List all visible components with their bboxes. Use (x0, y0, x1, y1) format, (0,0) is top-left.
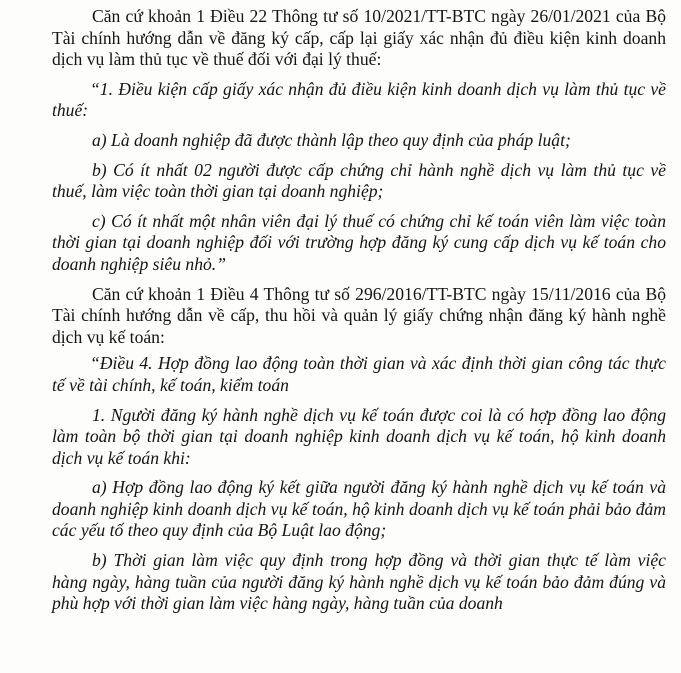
quote-article-4-clause-1: 1. Người đăng ký hành nghề dịch vụ kế toán được coi là có hợp đồng lao động làm toàn bộ thời gian tại doanh nghiệp kinh doanh dịch vụ kế toán, hộ kinh doanh dịch vụ kế toán khi: (52, 404, 666, 468)
quote-condition-a: a) Là doanh nghiệp đã được thành lập theo quy định của pháp luật; (92, 129, 571, 150)
quote-article-4-heading: “Điều 4. Hợp đồng lao động toàn thời gian và xác định thời gian công tác thực tế về tài chính, kế toán, kiểm toán (52, 353, 666, 395)
paragraph-legal-basis-circular-296: Căn cứ khoản 1 Điều 4 Thông tư số 296/2016/TT-BTC ngày 15/11/2016 của Bộ Tài chính hướng dẫn về cấp, thu hồi và quản lý giấy chứng nhận đăng ký hành nghề dịch vụ kế toán: (52, 283, 666, 347)
quote-article-4-point-a: a) Hợp đồng lao động ký kết giữa người đăng ký hành nghề dịch vụ kế toán và doanh nghiệp kinh doanh dịch vụ kế toán, hộ kinh doanh dịch vụ kế toán phải bảo đảm các yếu tố theo quy định của Bộ Luật lao động; (52, 477, 666, 541)
quote-condition-c: c) Có ít nhất một nhân viên đại lý thuế có chứng chỉ kế toán viên làm việc toàn thời gian tại doanh nghiệp đối với trường hợp đăng ký cung cấp dịch vụ kế toán cho doanh nghiệp siêu nhỏ.” (52, 210, 666, 274)
document-body (52, 6, 666, 615)
quote-condition-b: b) Có ít nhất 02 người được cấp chứng chỉ hành nghề dịch vụ làm thủ tục về thuế, làm việc toàn thời gian tại doanh nghiệp; (52, 159, 666, 202)
quote-conditions-heading: “1. Điều kiện cấp giấy xác nhận đủ điều kiện kinh doanh dịch vụ làm thủ tục về thuế: (52, 78, 666, 121)
paragraph-legal-basis-circular-10: Căn cứ khoản 1 Điều 22 Thông tư số 10/2021/TT-BTC ngày 26/01/2021 của Bộ Tài chính hướng dẫn về đăng ký cấp, cấp lại giấy xác nhận đủ điều kiện kinh doanh dịch vụ làm thủ tục về thuế đối với đại lý thuế: (52, 6, 666, 70)
quote-article-4-point-b: b) Thời gian làm việc quy định trong hợp đồng và thời gian thực tế làm việc hàng ngày, hàng tuần của người đăng ký hành nghề dịch vụ kế toán bảo đảm đúng và phù hợp với thời gian làm việc hàng ngày, hàng tuần của doanh (52, 550, 666, 614)
